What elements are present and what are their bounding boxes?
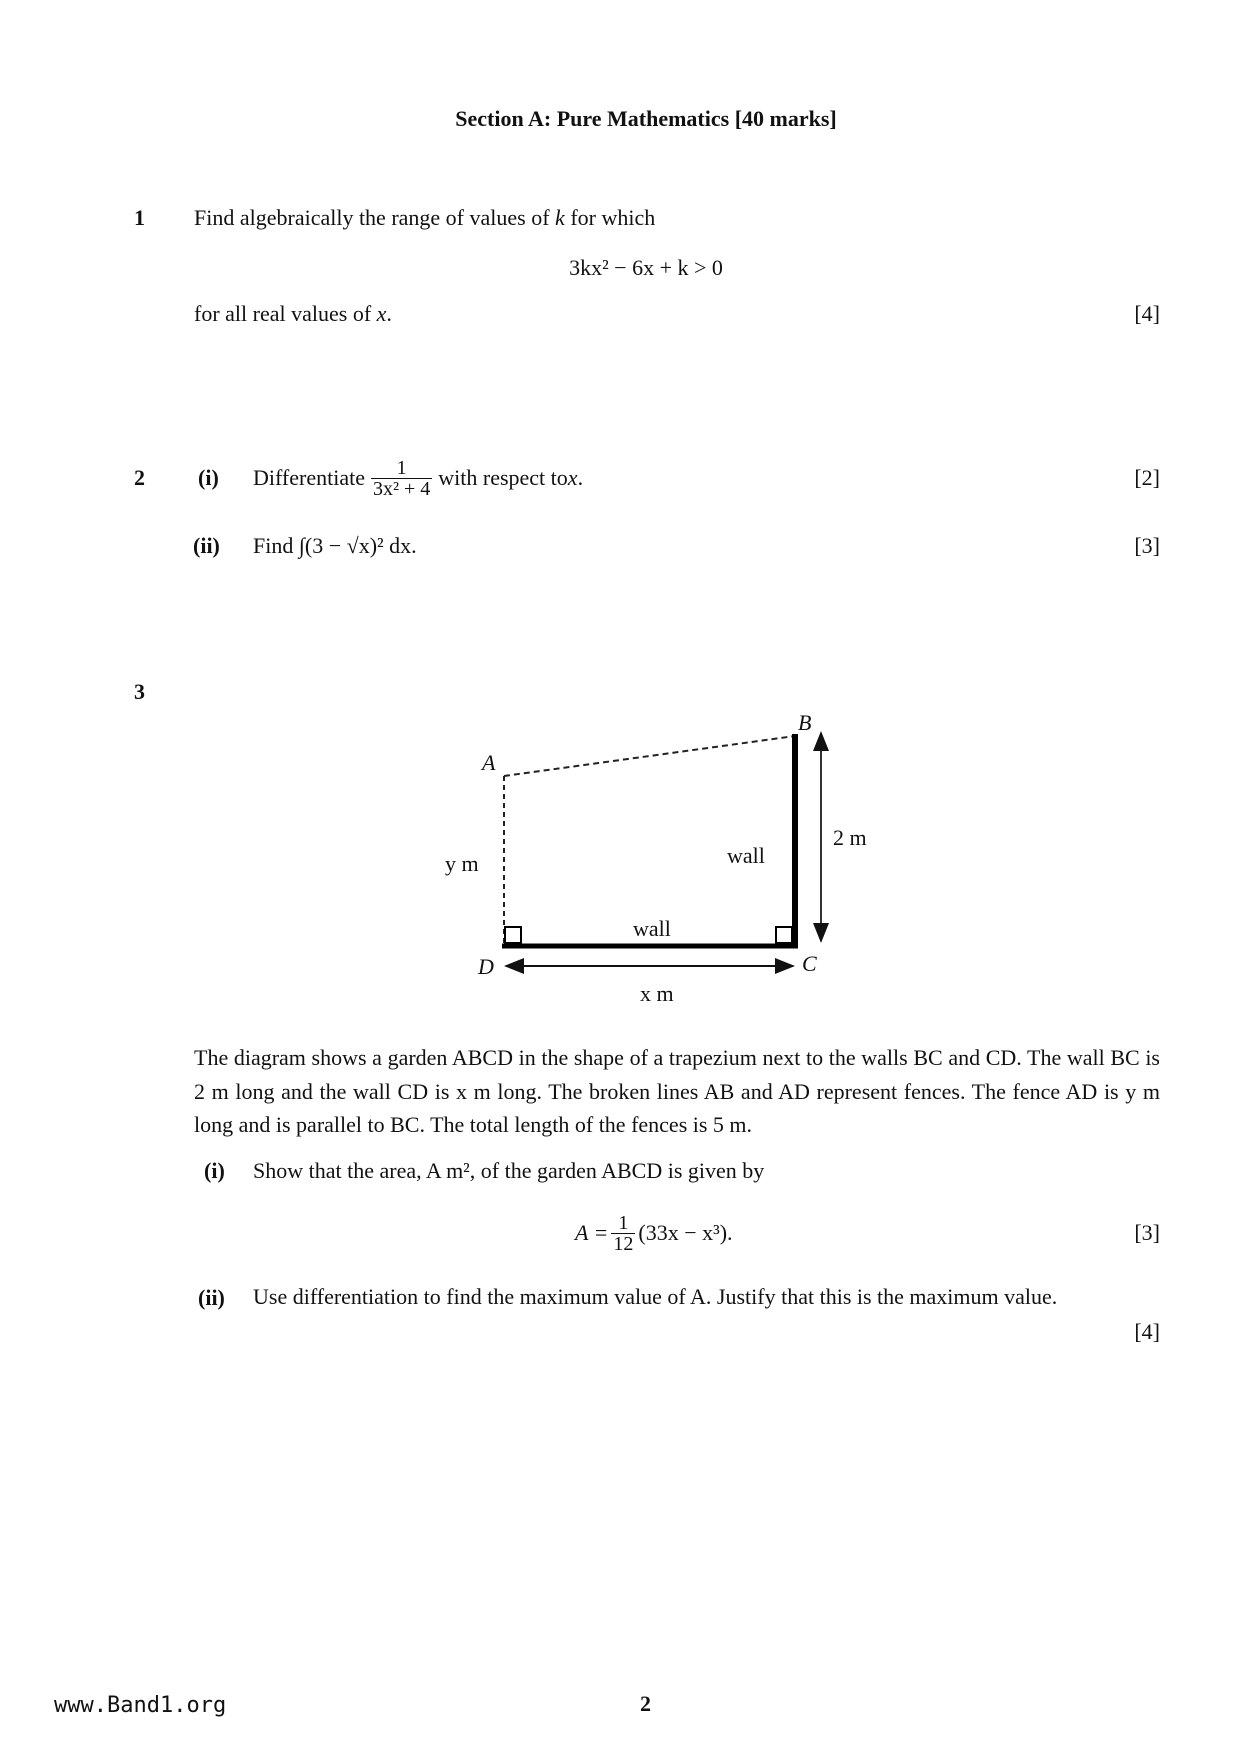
q3-ii-label: (ii) [198,1285,225,1310]
q3-ii-text: Use differentiation to find the maximum value of A. Justify that this is the maximum value. [253,1284,1058,1309]
q2-ii-label: (ii) [193,533,220,558]
formula-lhs: A = [575,1220,609,1245]
q2-i-text: Differentiate $\frac{1}{\text{3x² + 4}}$ with respect to x . [253,456,584,500]
label-b: B [798,710,812,735]
formula-den: 12 [613,1232,634,1255]
q1-text-pre: Find algebraically the range of values of [194,205,556,230]
q3-ii-marks: [4] [1134,1319,1160,1344]
label-a: A [482,750,496,775]
q1-after-var: x [376,301,387,326]
right-angle-c [776,927,792,943]
question-1-equation: 3kx² − 6x + k > 0 [569,255,723,280]
footer-website: www.Band1.org [54,1693,227,1718]
question-2-number: 2 [134,465,145,490]
q2-ii-expression: ∫(3 − √x)² dx. [298,533,417,558]
q3-i-text: Show that the area, A m², of the garden ABCD is given by [253,1158,765,1183]
q1-var: k [555,205,565,230]
q2-ii-pre: Find [253,533,294,558]
q3-i-label: (i) [204,1158,225,1183]
label-d: D [478,954,494,979]
question-1-number: 1 [134,205,145,230]
question-1-marks: [4] [1134,301,1160,326]
q2-ii-marks: [3] [1134,533,1160,558]
formula-fraction [611,1213,635,1254]
q2-i-pre: Differentiate [253,465,365,490]
wall-cd-label: wall [633,916,671,941]
q2-i-den: 3x² + 4 [372,477,431,500]
q3-paragraph: The diagram shows a garden ABCD in the shape of a trapezium next to the walls BC and CD. The wall BC is 2 m long and the wall CD is x m long. The broken lines AB and AD represent fences. The fence AD is y m long and is parallel to BC. The total length of the fences is 5 m. [194,1045,1160,1137]
q2-i-var: x [567,465,578,490]
wall-bc-label: wall [727,843,765,868]
q2-i-post: with respect to [438,465,568,490]
page-number: 2 [640,1691,651,1716]
q2-i-label: (i) [198,465,219,490]
right-angle-d [505,927,521,943]
fence-ab [504,736,795,776]
question-3-number: 3 [134,679,145,704]
formula-rhs: (33x − x³). [638,1220,733,1245]
q2-i-marks: [2] [1134,465,1160,490]
label-c: C [802,951,817,976]
bc-length-label: 2 m [833,825,867,850]
q1-after-pre: for all real values of [194,301,377,326]
ad-length-label: y m [445,851,479,876]
q3-i-formula [575,1204,733,1262]
q2-i-num: 1 [371,458,432,479]
question-1-condition: for all real values of x. [194,301,392,326]
formula-num: 1 [611,1213,635,1234]
cd-length-label: x m [640,981,674,1006]
q3-i-marks: [3] [1134,1220,1160,1245]
q1-text-post: for which [564,205,656,230]
section-title: Section A: Pure Mathematics [40 marks] [455,106,837,131]
